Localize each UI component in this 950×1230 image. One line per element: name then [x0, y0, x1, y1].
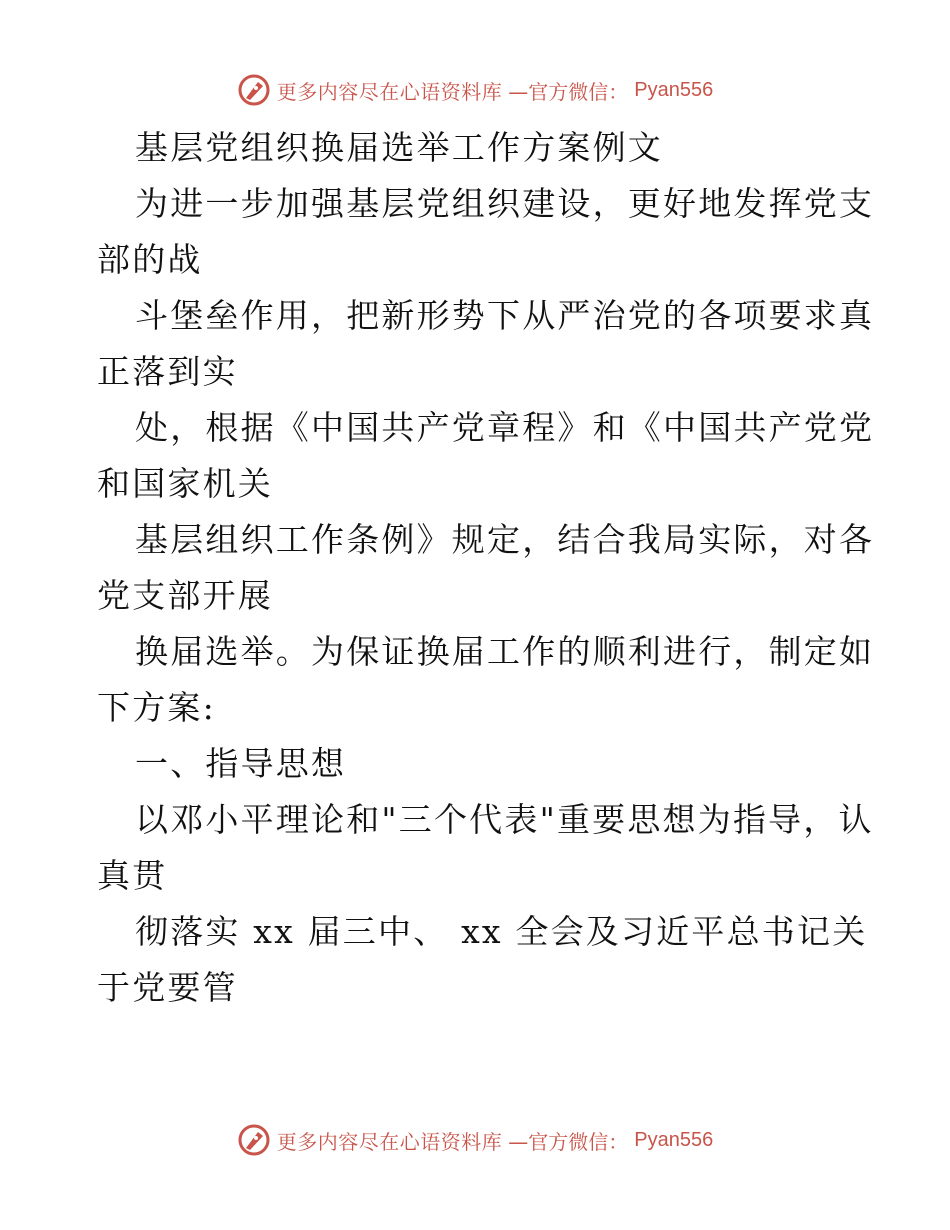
document-body [97, 120, 875, 1016]
paragraph-line: 真贯 [97, 856, 168, 895]
section-heading: 一、指导思想 [135, 744, 347, 783]
paragraph-line: 斗堡垒作用，把新形势下从严治党的各项要求真 [135, 296, 875, 335]
paragraph-line: 换届选举。为保证换届工作的顺利进行，制定如 [135, 632, 875, 671]
paragraph-line: 党支部开展 [97, 576, 273, 615]
paragraph-line: 基层组织工作条例》规定，结合我局实际，对各 [135, 520, 875, 559]
paragraph-line: 和国家机关 [97, 464, 273, 503]
watermark-wechat-id: Pyan556 [634, 78, 714, 101]
pen-nib-logo-icon [237, 1123, 271, 1157]
watermark-wechat-id: Pyan556 [634, 1128, 714, 1151]
pen-nib-logo-icon [237, 73, 271, 107]
header-watermark [0, 70, 950, 110]
watermark-brand: 更多内容尽在心语资料库 [276, 79, 503, 104]
paragraph-line: 处，根据《中国共产党章程》和《中国共产党党 [135, 408, 875, 447]
watermark-separator: —官方微信： [508, 1129, 629, 1154]
paragraph-line: 下方案: [97, 688, 216, 727]
paragraph-line: 彻落实 xx 届三中、 xx 全会及习近平总书记关 [135, 912, 868, 951]
footer-watermark [0, 1120, 950, 1160]
document-title: 基层党组织换届选举工作方案例文 [135, 128, 663, 167]
paragraph-line: 部的战 [97, 240, 203, 279]
paragraph-line: 为进一步加强基层党组织建设，更好地发挥党支 [135, 184, 875, 223]
paragraph-line: 以邓小平理论和"三个代表"重要思想为指导，认 [135, 800, 874, 839]
watermark-brand: 更多内容尽在心语资料库 [276, 1129, 503, 1154]
paragraph-line: 于党要管 [97, 968, 238, 1007]
watermark-separator: —官方微信： [508, 79, 629, 104]
paragraph-line: 正落到实 [97, 352, 238, 391]
